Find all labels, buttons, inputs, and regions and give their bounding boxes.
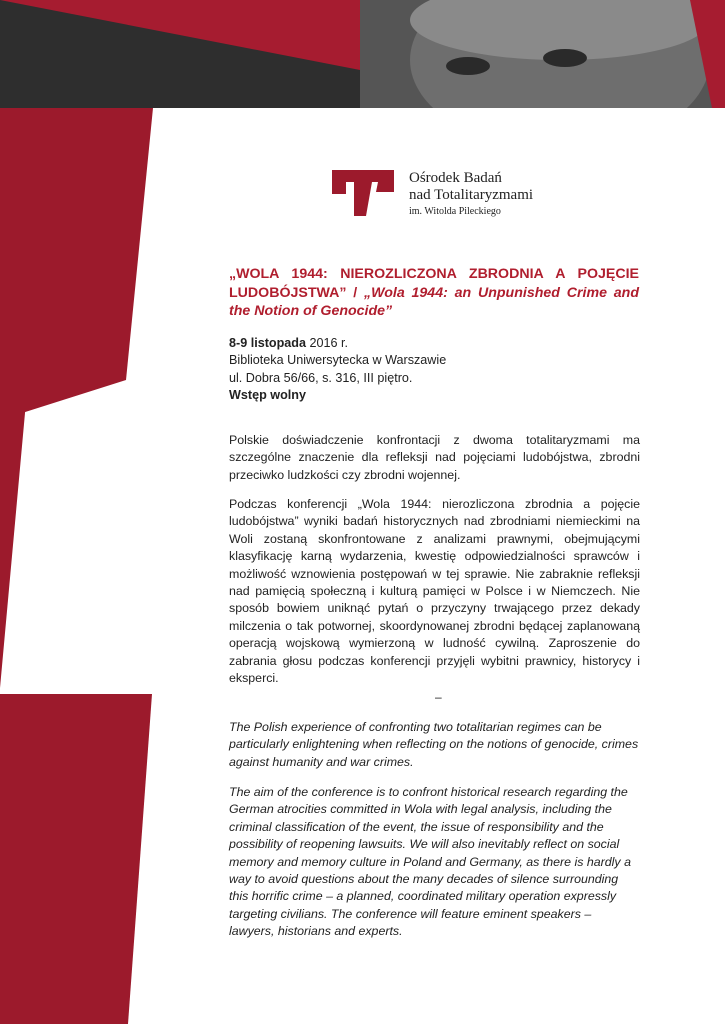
institution-logo [332,170,572,230]
right-eye-photo [543,49,587,67]
event-title [229,265,639,321]
logo-name-line3: im. Witolda Pileckiego [409,206,501,217]
event-date-bold: 8-9 listopada [229,336,306,350]
event-entry: Wstęp wolny [229,388,306,403]
language-separator: – [435,690,442,704]
header-banner [0,0,725,108]
event-title-polish: „WOLA 1944: NIEROZLICZONA ZBRODNIA A POJĘCIE LUDOBÓJSTWA” / [229,266,639,301]
left-eye-photo [446,57,490,75]
event-address: ul. Dobra 56/66, s. 316, III piętro. [229,370,413,385]
event-details [229,335,639,405]
event-venue: Biblioteka Uniwersytecka w Warszawie [229,353,447,368]
event-date [229,335,639,352]
logo-name-line1: Ośrodek Badań [409,170,502,186]
body-en-paragraph-1: The Polish experience of confronting two totalitarian regimes can be particularly enlightening when reflecting on the notions of genocide, crimes against humanity and war crimes. [229,720,639,769]
logo-mark-icon [332,170,394,216]
side-block-bottom [0,694,152,1024]
side-block-top [0,108,153,420]
side-block-mid [0,380,28,688]
logo-name-line2: nad Totalitaryzmami [409,187,534,203]
body-pl-paragraph-2: Podczas konferencji „Wola 1944: nierozliczona zbrodnia a pojęcie ludobójstwa” wyniki badań historycznych nad zbrodniami niemieckimi na Woli zostaną skonfrontowane z analizami prawnymi, obejmującymi klasyfikację karną wydarzenia, kwestię odpowiedzialności sprawców i możliwość wznowienia postępowań w tej sprawie. Nie zabraknie refleksji nad pamięcią społeczną i kulturą pamięci w Polsce i w Niemczech. Nie sposób bowiem uniknąć pytań o przyczyny trwającego przez dekady milczenia o tak potwornej, skoordynowanej zbrodni będącej zaplanowaną operacją wojskową wymierzoną w ludność cywilną. Zaproszenie do zabrania głosu podczas konferencji przyjęli wybitni prawnicy, historycy i eksperci. [229,497,640,686]
side-decoration [0,108,160,1024]
event-title-english: „Wola 1944: an Unpunished Crime and the Notion of Genocide” [229,284,639,319]
banner-art [0,0,725,108]
body-en-paragraph-2: The aim of the conference is to confront historical research regarding the German atrocities committed in Wola with legal analysis, including the criminal classification of the event, the issue of responsibility and the possibility of reopening lawsuits. We will also inevitably reflect on social memory and memory culture in Poland and Germany, as there is hardly a way to avoid questions about the many decades of silence surrounding this horrific crime – a planned, coordinated military operation expressly targeting civilians. The conference will feature eminent speakers – lawyers, historians and experts. [229,785,631,939]
event-date-year: 2016 r. [305,336,348,350]
body-pl-paragraph-1: Polskie doświadczenie konfrontacji z dwoma totalitaryzmami ma szczególne znaczenie dla refleksji nad pojęciami ludobójstwa, zbrodni przeciwko ludzkości czy zbrodni wojennej. [229,433,640,482]
